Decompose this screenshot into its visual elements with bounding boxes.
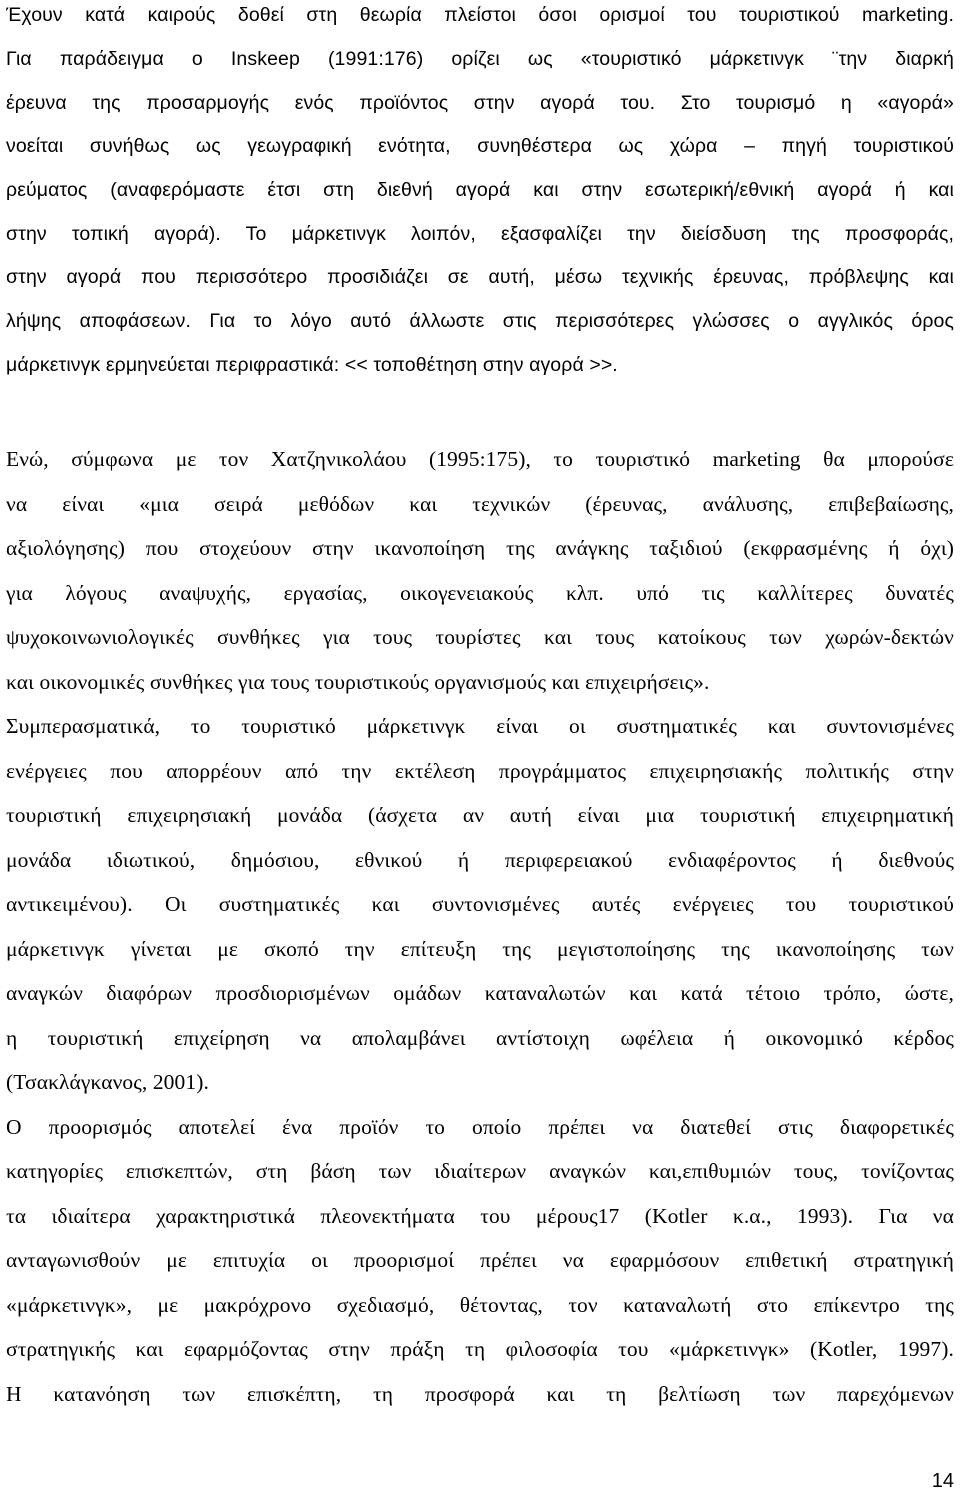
- text-line: ενέργειες που απορρέουν από την εκτέλεση προγράμματος επιχειρησιακής πολιτικής στην: [6, 759, 954, 783]
- text-line: κατηγορίες επισκεπτών, στη βάση των ιδιαίτερων αναγκών και,επιθυμιών τους, τονίζοντας: [6, 1159, 954, 1183]
- text-line: λήψης αποφάσεων. Για το λόγο αυτό άλλωστε στις περισσότερες γλώσσες ο αγγλικός όρος: [6, 310, 954, 332]
- text-line: αναγκών διαφόρων προσδιορισμένων ομάδων καταναλωτών και κατά τέτοιο τρόπο, ώστε,: [6, 981, 954, 1005]
- text-line: «μάρκετινγκ», με μακρόχρονο σχεδιασμό, θέτοντας, τον καταναλωτή στο επίκεντρο της: [6, 1293, 954, 1317]
- text-line: αντικειμένου). Οι συστηματικές και συντονισμένες αυτές ενέργειες του τουριστικού: [6, 892, 954, 916]
- text-line: Για παράδειγμα ο Inskeep (1991:176) ορίζει ως «τουριστικό μάρκετινγκ ¨την διαρκή: [6, 48, 954, 70]
- text-line: στην αγορά που περισσότερο προσιδιάζει σε αυτή, μέσω τεχνικής έρευνας, πρόβλεψης και: [6, 266, 954, 288]
- text-line: να είναι «μια σειρά μεθόδων και τεχνικών (έρευνας, ανάλυσης, επιβεβαίωσης,: [6, 492, 954, 516]
- page-number: 14: [931, 1470, 954, 1492]
- text-line: Ενώ, σύμφωνα με τον Χατζηνικολάου (1995:175), το τουριστικό marketing θα μπορούσε: [6, 447, 954, 471]
- text-line: για λόγους αναψυχής, εργασίας, οικογενειακούς κλπ. υπό τις καλλίτερες δυνατές: [6, 581, 954, 605]
- text-line: μάρκετινγκ γίνεται με σκοπό την επίτευξη της μεγιστοποίησης της ικανοποίησης των: [6, 937, 954, 961]
- text-line: νοείται συνήθως ως γεωγραφική ενότητα, συνηθέστερα ως χώρα – πηγή τουριστικού: [6, 135, 954, 157]
- text-line: Έχουν κατά καιρούς δοθεί στη θεωρία πλείστοι όσοι ορισμοί του τουριστικού marketing.: [6, 4, 954, 26]
- text-line: και οικονομικές συνθήκες για τους τουριστικούς οργανισμούς και επιχειρήσεις».: [6, 670, 710, 694]
- text-line: Η κατανόηση των επισκέπτη, τη προσφορά και τη βελτίωση των παρεχόμενων: [6, 1382, 954, 1406]
- text-line: (Τσακλάγκανος, 2001).: [6, 1070, 209, 1094]
- text-line: τα ιδιαίτερα χαρακτηριστικά πλεονεκτήματα του μέρους17 (Kotler κ.α., 1993). Για να: [6, 1204, 954, 1228]
- text-line: Συμπερασματικά, το τουριστικό μάρκετινγκ είναι οι συστηματικές και συντονισμένες: [6, 714, 954, 738]
- text-line: ψυχοκοινωνιολογικές συνθήκες για τους τουρίστες και τους κατοίκους των χωρών-δεκτών: [6, 625, 954, 649]
- text-line: έρευνα της προσαρμογής ενός προϊόντος στην αγορά του. Στο τουρισμό η «αγορά»: [6, 92, 954, 114]
- text-line: η τουριστική επιχείρηση να απολαμβάνει αντίστοιχη ωφέλεια ή οικονομικό κέρδος: [6, 1026, 954, 1050]
- text-line: ανταγωνισθούν με επιτυχία οι προορισμοί πρέπει να εφαρμόσουν επιθετική στρατηγική: [6, 1248, 954, 1272]
- text-line: αξιολόγησης) που στοχεύουν στην ικανοποίηση της ανάγκης ταξιδιού (εκφρασμένης ή όχι): [6, 536, 954, 560]
- text-line: μάρκετινγκ ερμηνεύεται περιφραστικά: << τοποθέτηση στην αγορά >>.: [6, 354, 618, 376]
- text-line: ρεύματος (αναφερόμαστε έτσι στη διεθνή αγορά και στην εσωτερική/εθνική αγορά ή και: [6, 179, 954, 201]
- text-line: στην τοπική αγορά). Το μάρκετινγκ λοιπόν, εξασφαλίζει την διείσδυση της προσφοράς,: [6, 223, 954, 245]
- text-line: τουριστική επιχειρησιακή μονάδα (άσχετα αν αυτή είναι μια τουριστική επιχειρηματική: [6, 803, 954, 827]
- text-line: στρατηγικής και εφαρμόζοντας στην πράξη τη φιλοσοφία του «μάρκετινγκ» (Kotler, 1997).: [6, 1337, 954, 1361]
- text-line: Ο προορισμός αποτελεί ένα προϊόν το οποίο πρέπει να διατεθεί στις διαφορετικές: [6, 1115, 954, 1139]
- text-line: μονάδα ιδιωτικού, δημόσιου, εθνικού ή περιφερειακού ενδιαφέροντος ή διεθνούς: [6, 848, 954, 872]
